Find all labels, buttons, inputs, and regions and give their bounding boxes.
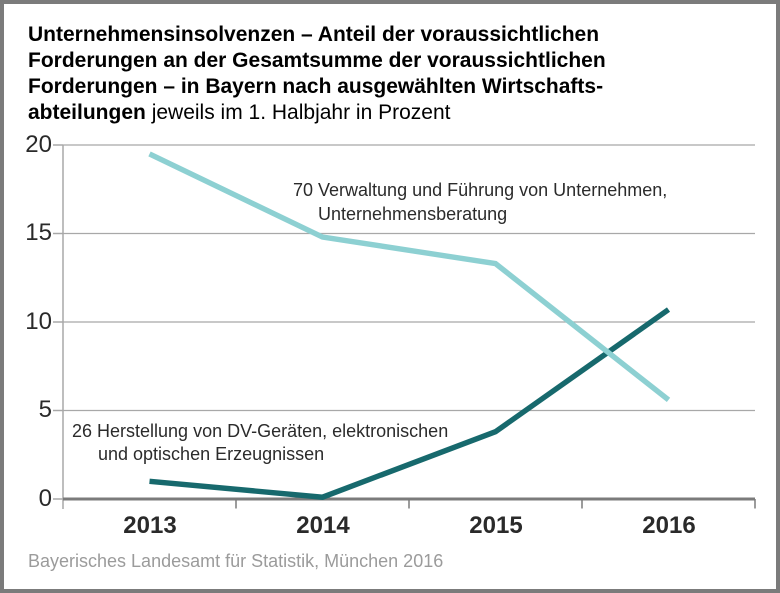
y-axis-label-0: 0 bbox=[38, 485, 52, 512]
y-axis-label-20: 20 bbox=[25, 131, 52, 158]
source-text: Bayerisches Landesamt für Statistik, München 2016 bbox=[28, 551, 444, 571]
series-label-line: 26 Herstellung von DV-Geräten, elektronischen bbox=[72, 421, 449, 441]
y-axis-label-5: 5 bbox=[38, 396, 52, 423]
series-label-herstellung bbox=[72, 420, 448, 466]
chart-title-line: Forderungen an der Gesamtsumme der voraussichtlichen bbox=[28, 49, 606, 72]
y-axis-label-15: 15 bbox=[25, 219, 52, 246]
y-axis-label-10: 10 bbox=[25, 308, 52, 335]
series-label-line: Unternehmensberatung bbox=[318, 204, 508, 224]
x-axis-label-2014: 2014 bbox=[296, 512, 350, 539]
x-axis-label-2016: 2016 bbox=[642, 512, 696, 539]
series-label-verwaltung bbox=[293, 178, 667, 226]
chart-title-bold-end: abteilungen bbox=[28, 101, 146, 124]
x-axis-label-2013: 2013 bbox=[123, 512, 177, 539]
chart-subtitle: jeweils im 1. Halbjahr in Prozent bbox=[151, 101, 451, 124]
series-label-line: 70 Verwaltung und Führung von Unternehmen, bbox=[293, 180, 668, 200]
chart-title-line: Unternehmensinsolvenzen – Anteil der voraussichtlichen bbox=[28, 23, 600, 46]
x-axis-label-2015: 2015 bbox=[469, 512, 523, 539]
series-label-line: und optischen Erzeugnissen bbox=[98, 444, 325, 464]
chart-title-line: Forderungen – in Bayern nach ausgewählten Wirtschafts- bbox=[28, 75, 604, 98]
